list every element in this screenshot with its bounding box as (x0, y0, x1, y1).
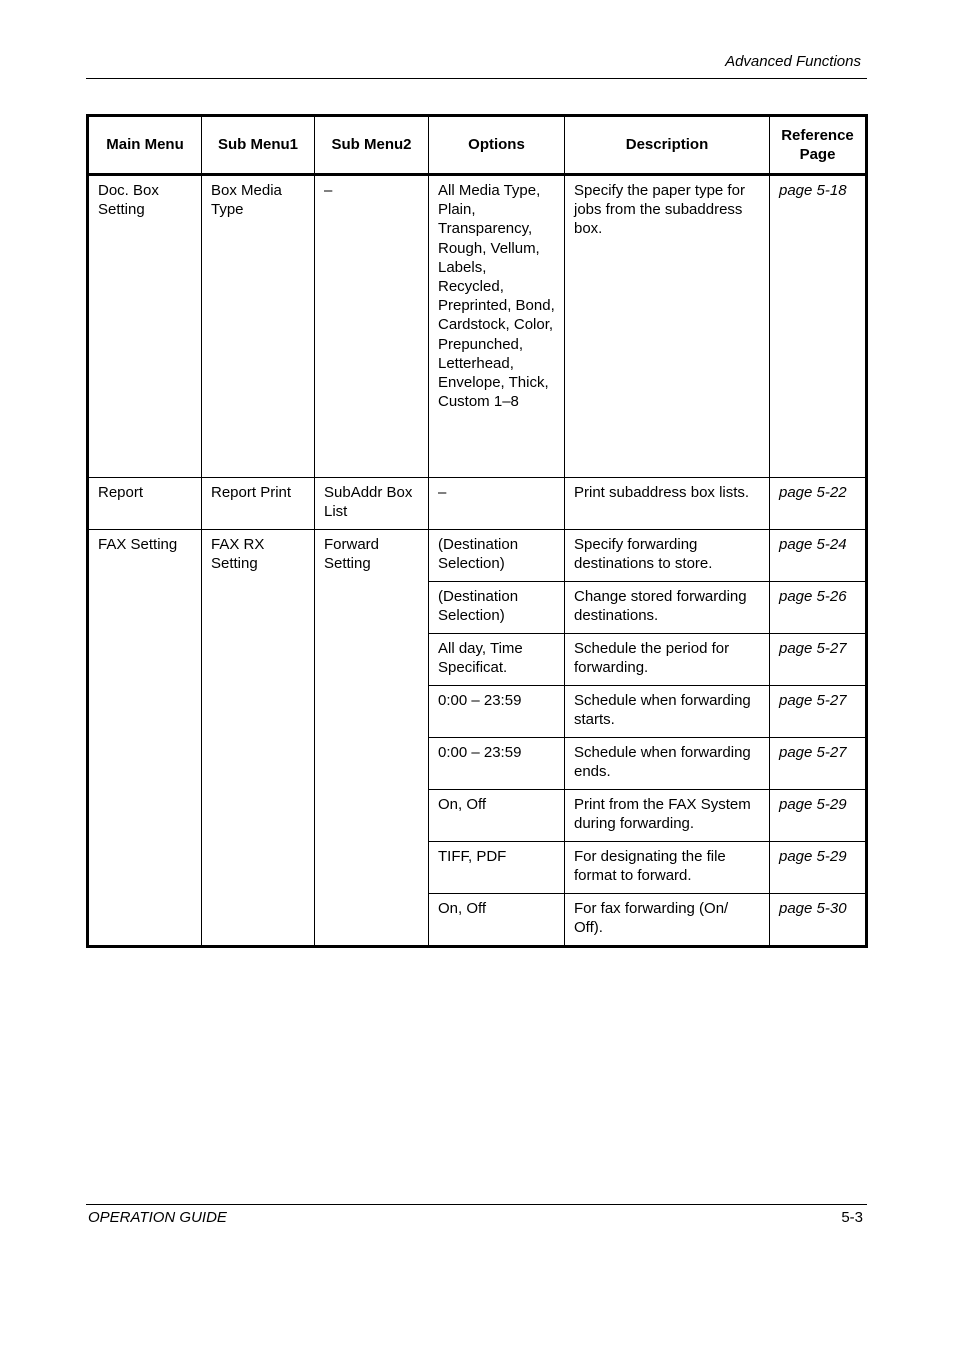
options-cell: (Destination Selection) (429, 530, 565, 582)
description-cell: Change stored forwarding destinations. (565, 582, 770, 634)
description-cell: For fax forwarding (On/ Off). (565, 894, 770, 947)
sub-menu1-cell: Report Print (202, 478, 315, 530)
table-header-row (88, 116, 867, 175)
description-cell: Print subaddress box lists. (565, 478, 770, 530)
reference-page-cell: page 5-29 (770, 842, 867, 894)
sub-menu2-cell: – (315, 175, 429, 478)
reference-page-cell: page 5-24 (770, 530, 867, 582)
reference-page-cell: page 5-30 (770, 894, 867, 947)
column-header-sub-menu2: Sub Menu2 (315, 116, 429, 175)
options-cell: – (429, 478, 565, 530)
header-divider (86, 78, 867, 79)
reference-page-cell: page 5-22 (770, 478, 867, 530)
reference-page-cell: page 5-26 (770, 582, 867, 634)
header-title: Advanced Functions (725, 53, 861, 70)
options-cell: All day, Time Specificat. (429, 634, 565, 686)
options-cell: TIFF, PDF (429, 842, 565, 894)
options-cell: (Destination Selection) (429, 582, 565, 634)
options-cell: On, Off (429, 790, 565, 842)
description-cell: For designating the file format to forward. (565, 842, 770, 894)
description-cell: Specify the paper type for jobs from the subaddress box. (565, 175, 770, 478)
reference-page-cell: page 5-27 (770, 634, 867, 686)
description-cell: Schedule when forwarding ends. (565, 738, 770, 790)
sub-menu1-cell: Box Media Type (202, 175, 315, 478)
description-cell: Schedule when forwarding starts. (565, 686, 770, 738)
reference-page-cell: page 5-29 (770, 790, 867, 842)
options-cell: All Media Type, Plain, Transparency, Rough, Vellum, Labels, Recycled, Preprinted, Bond, Cardstock, Color, Prepunched, Letterhead, Envelope, Thick, Custom 1–8 (429, 175, 565, 478)
reference-page-cell: page 5-27 (770, 686, 867, 738)
page-number: 5-3 (841, 1209, 863, 1226)
description-cell: Print from the FAX System during forwarding. (565, 790, 770, 842)
reference-page-cell: page 5-27 (770, 738, 867, 790)
main-menu-cell: Doc. Box Setting (88, 175, 202, 478)
table-row (88, 530, 867, 582)
description-cell: Schedule the period for forwarding. (565, 634, 770, 686)
main-menu-cell: FAX Setting (88, 530, 202, 947)
main-menu-cell: Report (88, 478, 202, 530)
column-header-main-menu: Main Menu (88, 116, 202, 175)
options-cell: 0:00 – 23:59 (429, 686, 565, 738)
options-cell: 0:00 – 23:59 (429, 738, 565, 790)
column-header-sub-menu1: Sub Menu1 (202, 116, 315, 175)
sub-menu2-cell: Forward Setting (315, 530, 429, 947)
footer-divider (86, 1204, 867, 1205)
table-row (88, 175, 867, 478)
column-header-description: Description (565, 116, 770, 175)
table-row (88, 478, 867, 530)
column-header-options: Options (429, 116, 565, 175)
reference-page-cell: page 5-18 (770, 175, 867, 478)
menu-table (86, 114, 868, 948)
footer-guide-title: OPERATION GUIDE (88, 1209, 227, 1226)
sub-menu2-cell: SubAddr Box List (315, 478, 429, 530)
options-cell: On, Off (429, 894, 565, 947)
sub-menu1-cell: FAX RX Setting (202, 530, 315, 947)
column-header-reference-page: Reference Page (770, 116, 867, 175)
description-cell: Specify forwarding destinations to store. (565, 530, 770, 582)
